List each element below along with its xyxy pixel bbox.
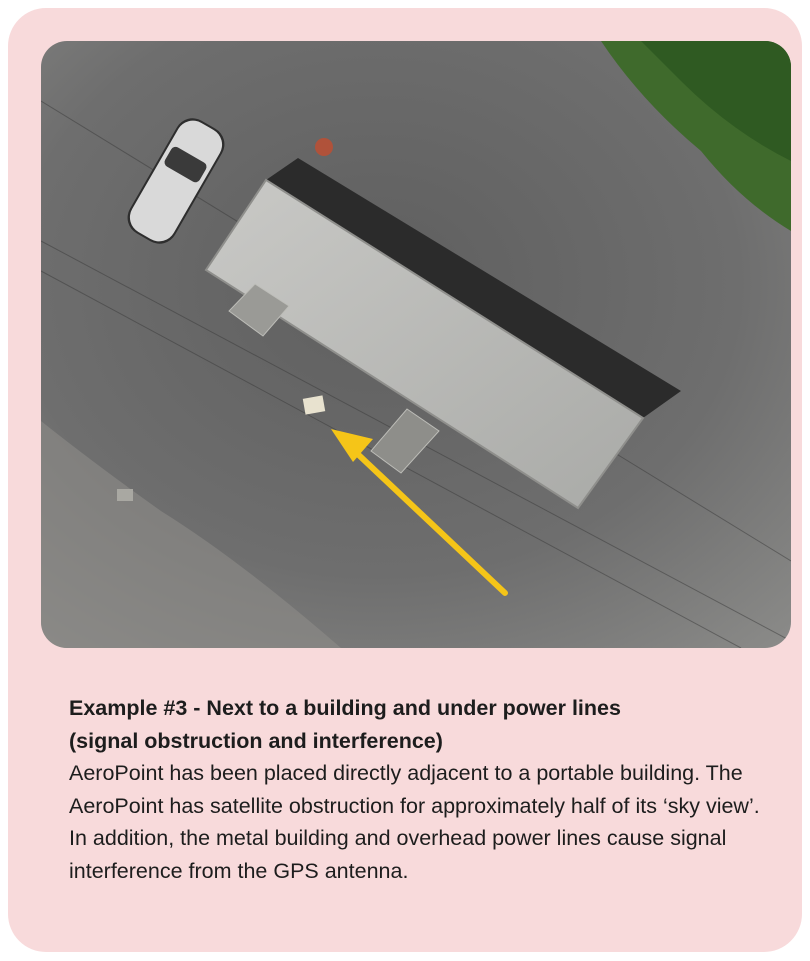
example-description [69,692,769,887]
example-title-line2: (signal obstruction and interference) [69,728,443,753]
aerial-photo-image [41,41,791,648]
aeropoint-marker [303,395,325,414]
example-title-line1: Example #3 - Next to a building and under power lines [69,696,621,720]
example-card [8,8,802,952]
traffic-cone [315,138,333,156]
aerial-photo [41,41,791,648]
example-body: AeroPoint has been placed directly adjacent to a portable building. The AeroPoint has satellite obstruction for approximately half of its ‘sky view’. In addition, the metal building and overhead power lines cause signal interference from the GPS antenna. [69,761,760,883]
drain-cover [117,489,133,501]
